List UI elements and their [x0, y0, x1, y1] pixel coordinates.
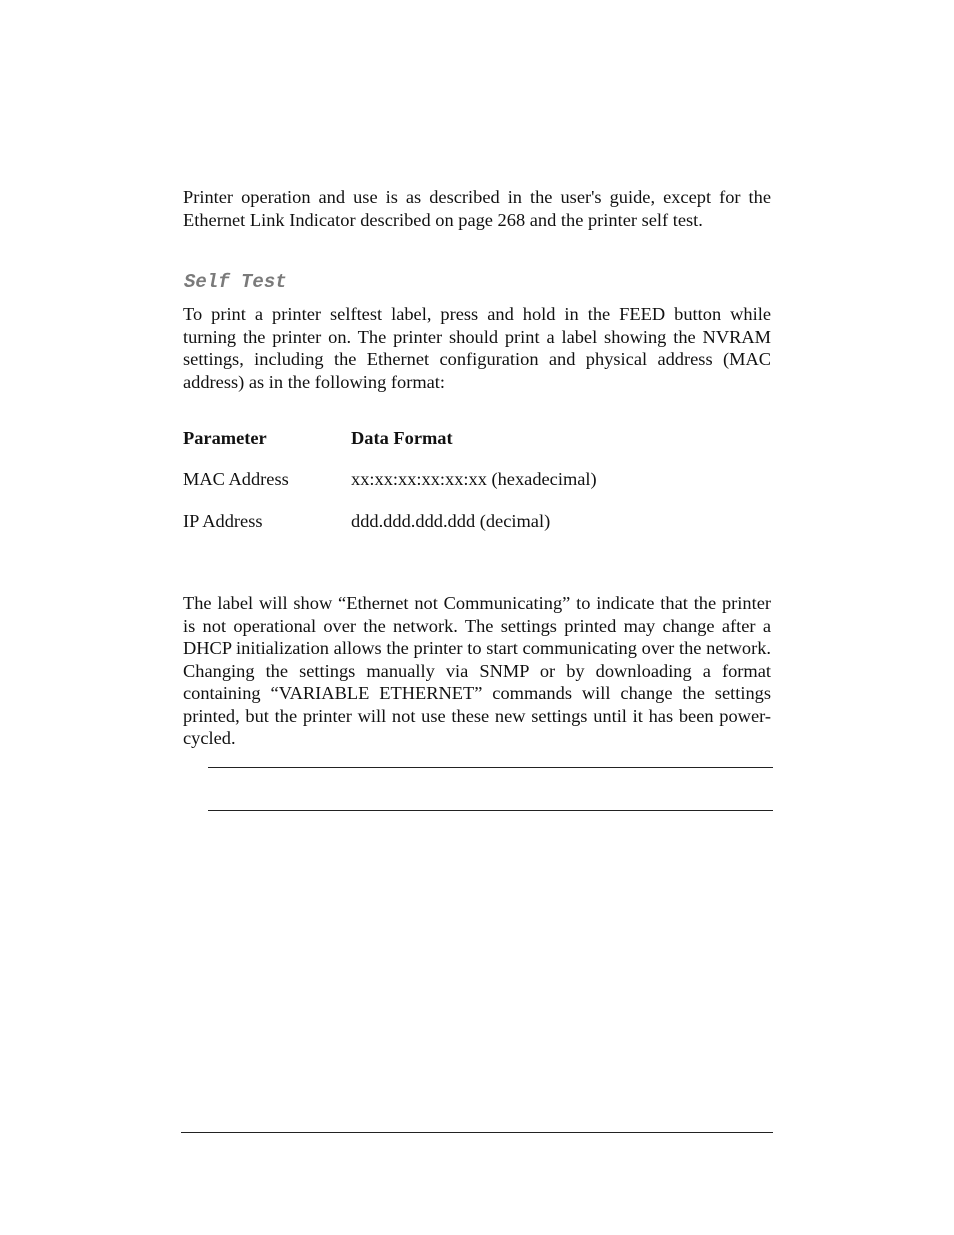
table-cell-data-format: ddd.ddd.ddd.ddd (decimal) — [351, 511, 551, 531]
intro-paragraph: Printer operation and use is as described in the user's guide, except for the Ethernet Link Indicator described on page 268 and the printer self test. — [183, 187, 771, 230]
self-test-paragraph: To print a printer selftest label, press and hold in the FEED button while turning the printer on. The printer should print a label showing the NVRAM settings, including the Ethernet configuration and physical address (MAC address) as in the following format: — [183, 304, 771, 392]
table-cell-data-format: xx:xx:xx:xx:xx:xx (hexadecimal) — [351, 469, 597, 489]
note-bottom-divider — [208, 810, 773, 811]
table-header-parameter: Parameter — [183, 428, 267, 448]
footer-divider — [181, 1132, 773, 1133]
table-cell-parameter: IP Address — [183, 511, 263, 531]
label-note-paragraph: The label will show “Ethernet not Communicating” to indicate that the printer is not operational over the network. The settings printed may change after a DHCP initialization allows the printer to start communicating over the network. Changing the settings manually via SNMP or by downloading a format containing “VARIABLE ETHERNET” commands will change the settings printed, but the printer will not use these new settings until it has been power-cycled. — [183, 593, 771, 748]
self-test-heading: Self Test — [184, 271, 287, 293]
table-header-data-format: Data Format — [351, 428, 453, 448]
note-top-divider — [208, 767, 773, 768]
table-cell-parameter: MAC Address — [183, 469, 289, 489]
